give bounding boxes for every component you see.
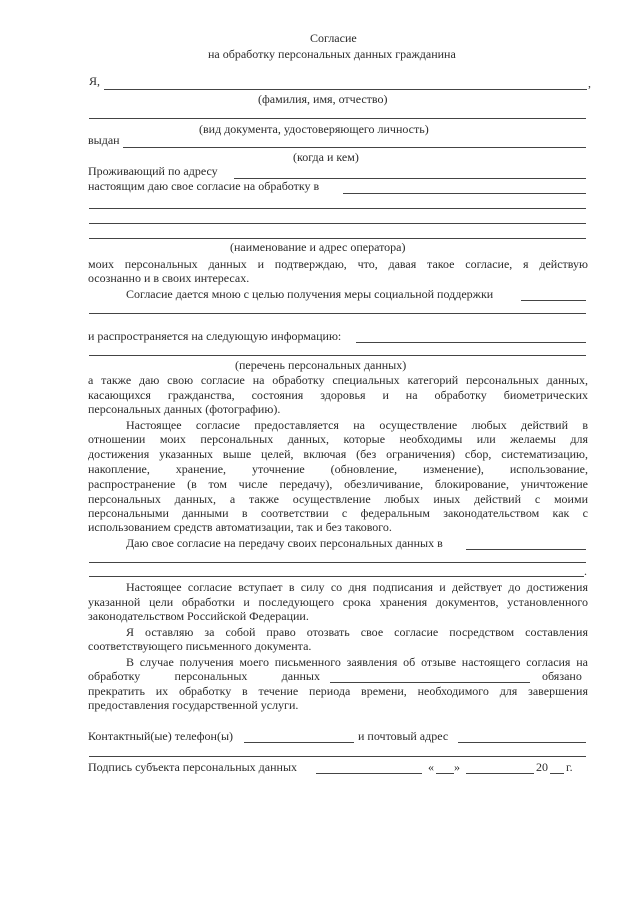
paragraph-line: отношении моих персональных данных, которые необходимы или желаемы для: [88, 432, 588, 446]
document-subtitle: на обработку персональных данных гражданина: [208, 47, 456, 61]
paragraph-line: персональными данными в соответствии с федеральным законодательством как с: [88, 506, 588, 520]
fio-hint: (фамилия, имя, отчество): [258, 92, 388, 106]
operator-line-3: [89, 223, 586, 224]
paragraph-line: соответствующего письменного документа.: [88, 639, 312, 653]
signature-label: Подпись субъекта персональных данных: [88, 760, 298, 774]
transfer-label: Даю свое согласие на передачу своих персональных данных в: [126, 536, 443, 550]
paragraph-line: указанной цели обработки и последующего срока хранения документов, установленного: [88, 595, 588, 609]
paragraph-line: а также даю свою согласие на обработку специальных категорий персональных данных,: [88, 373, 588, 387]
transfer-end-dot: .: [584, 564, 587, 578]
date-quote-close: »: [454, 760, 460, 774]
paragraph-line: моих персональных данных и подтверждаю, что, давая такое согласие, я действую: [88, 257, 588, 271]
paragraph-line: использованием средств автоматизации, так и без такового.: [88, 520, 392, 534]
transfer-line-3: [89, 576, 584, 577]
contacts-label: Контактный(ые) телефон(ы): [88, 729, 234, 743]
residing-label: Проживающий по адресу: [88, 164, 218, 178]
date-quote-open: «: [428, 760, 434, 774]
operator-line-2: [89, 208, 586, 209]
fio-line: [104, 89, 587, 90]
consent-to-label: настоящим даю свое согласие на обработку в: [88, 179, 320, 193]
document-hint: (вид документа, удостоверяющего личность): [199, 122, 429, 136]
paragraph-line: касающихся гражданства, состояния здоровья и на обработку биометрических: [88, 388, 588, 402]
operator-hint: (наименование и адрес оператора): [230, 240, 406, 254]
postal-line: [458, 742, 586, 743]
paragraph-line: обработку персональных данных: [88, 669, 320, 683]
info-line-2: [89, 355, 586, 356]
paragraph-line: Настоящее согласие вступает в силу со дня подписания и действует до достижения: [126, 580, 588, 594]
paragraph-line: персональных данных (фотографию).: [88, 402, 281, 416]
paragraph-line: распространение (в том числе передачу), обезличивание, блокирование, уничтожение: [88, 477, 588, 491]
ya-comma: ,: [588, 76, 591, 90]
paragraph-line: Я оставляю за собой право отозвать свое согласие посредством составления: [126, 625, 588, 639]
phone-line: [244, 742, 354, 743]
paragraph-line: Настоящее согласие предоставляется на осуществление любых действий в: [126, 418, 588, 432]
month-line: [466, 773, 534, 774]
issued-hint: (когда и кем): [293, 150, 359, 164]
transfer-line-1: [466, 549, 586, 550]
paragraph-line: обязано: [542, 669, 582, 683]
paragraph-line: персональных данных, а также осуществление любых иных действий с моими: [88, 492, 588, 506]
year-line: [550, 773, 564, 774]
paragraph-line: достижения указанных выше целей, включая (без ограничения) сбор, систематизацию,: [88, 447, 588, 461]
issued-label: выдан: [88, 133, 120, 147]
year-prefix: 20: [536, 760, 548, 774]
paragraph-line: осознанно и в своих интересах.: [88, 271, 250, 285]
applies-label: и распространяется на следующую информацию:: [88, 329, 342, 343]
issued-line: [123, 147, 586, 148]
info-hint: (перечень персональных данных): [235, 358, 407, 372]
day-line: [436, 773, 454, 774]
paragraph-line: законодательством Российской Федерации.: [88, 609, 309, 623]
purpose-label: Согласие дается мною с целью получения меры социальной поддержки: [126, 287, 494, 301]
operator-line-1: [343, 193, 586, 194]
info-line-1: [356, 342, 586, 343]
ya-label: Я,: [89, 74, 101, 88]
purpose-line-2: [89, 313, 586, 314]
postal-label: и почтовый адрес: [358, 729, 449, 743]
document-title: Согласие: [310, 31, 357, 45]
operator-line-4: [89, 238, 586, 239]
paragraph-line: прекратить их обработку в течение периода времени, необходимого для завершения: [88, 684, 588, 698]
paragraph-line: В случае получения моего письменного заявления об отзыве настоящего согласия на: [126, 655, 588, 669]
signature-separator-line: [89, 756, 586, 757]
signature-line: [316, 773, 422, 774]
withdraw-operator-line: [330, 682, 530, 683]
paragraph-line: накопление, хранение, уточнение (обновление, изменение), использование,: [88, 462, 588, 476]
document-line: [89, 118, 586, 119]
year-suffix: г.: [566, 760, 573, 774]
purpose-line-1: [521, 300, 586, 301]
paragraph-line: предоставления государственной услуги.: [88, 698, 299, 712]
transfer-line-2: [89, 562, 586, 563]
